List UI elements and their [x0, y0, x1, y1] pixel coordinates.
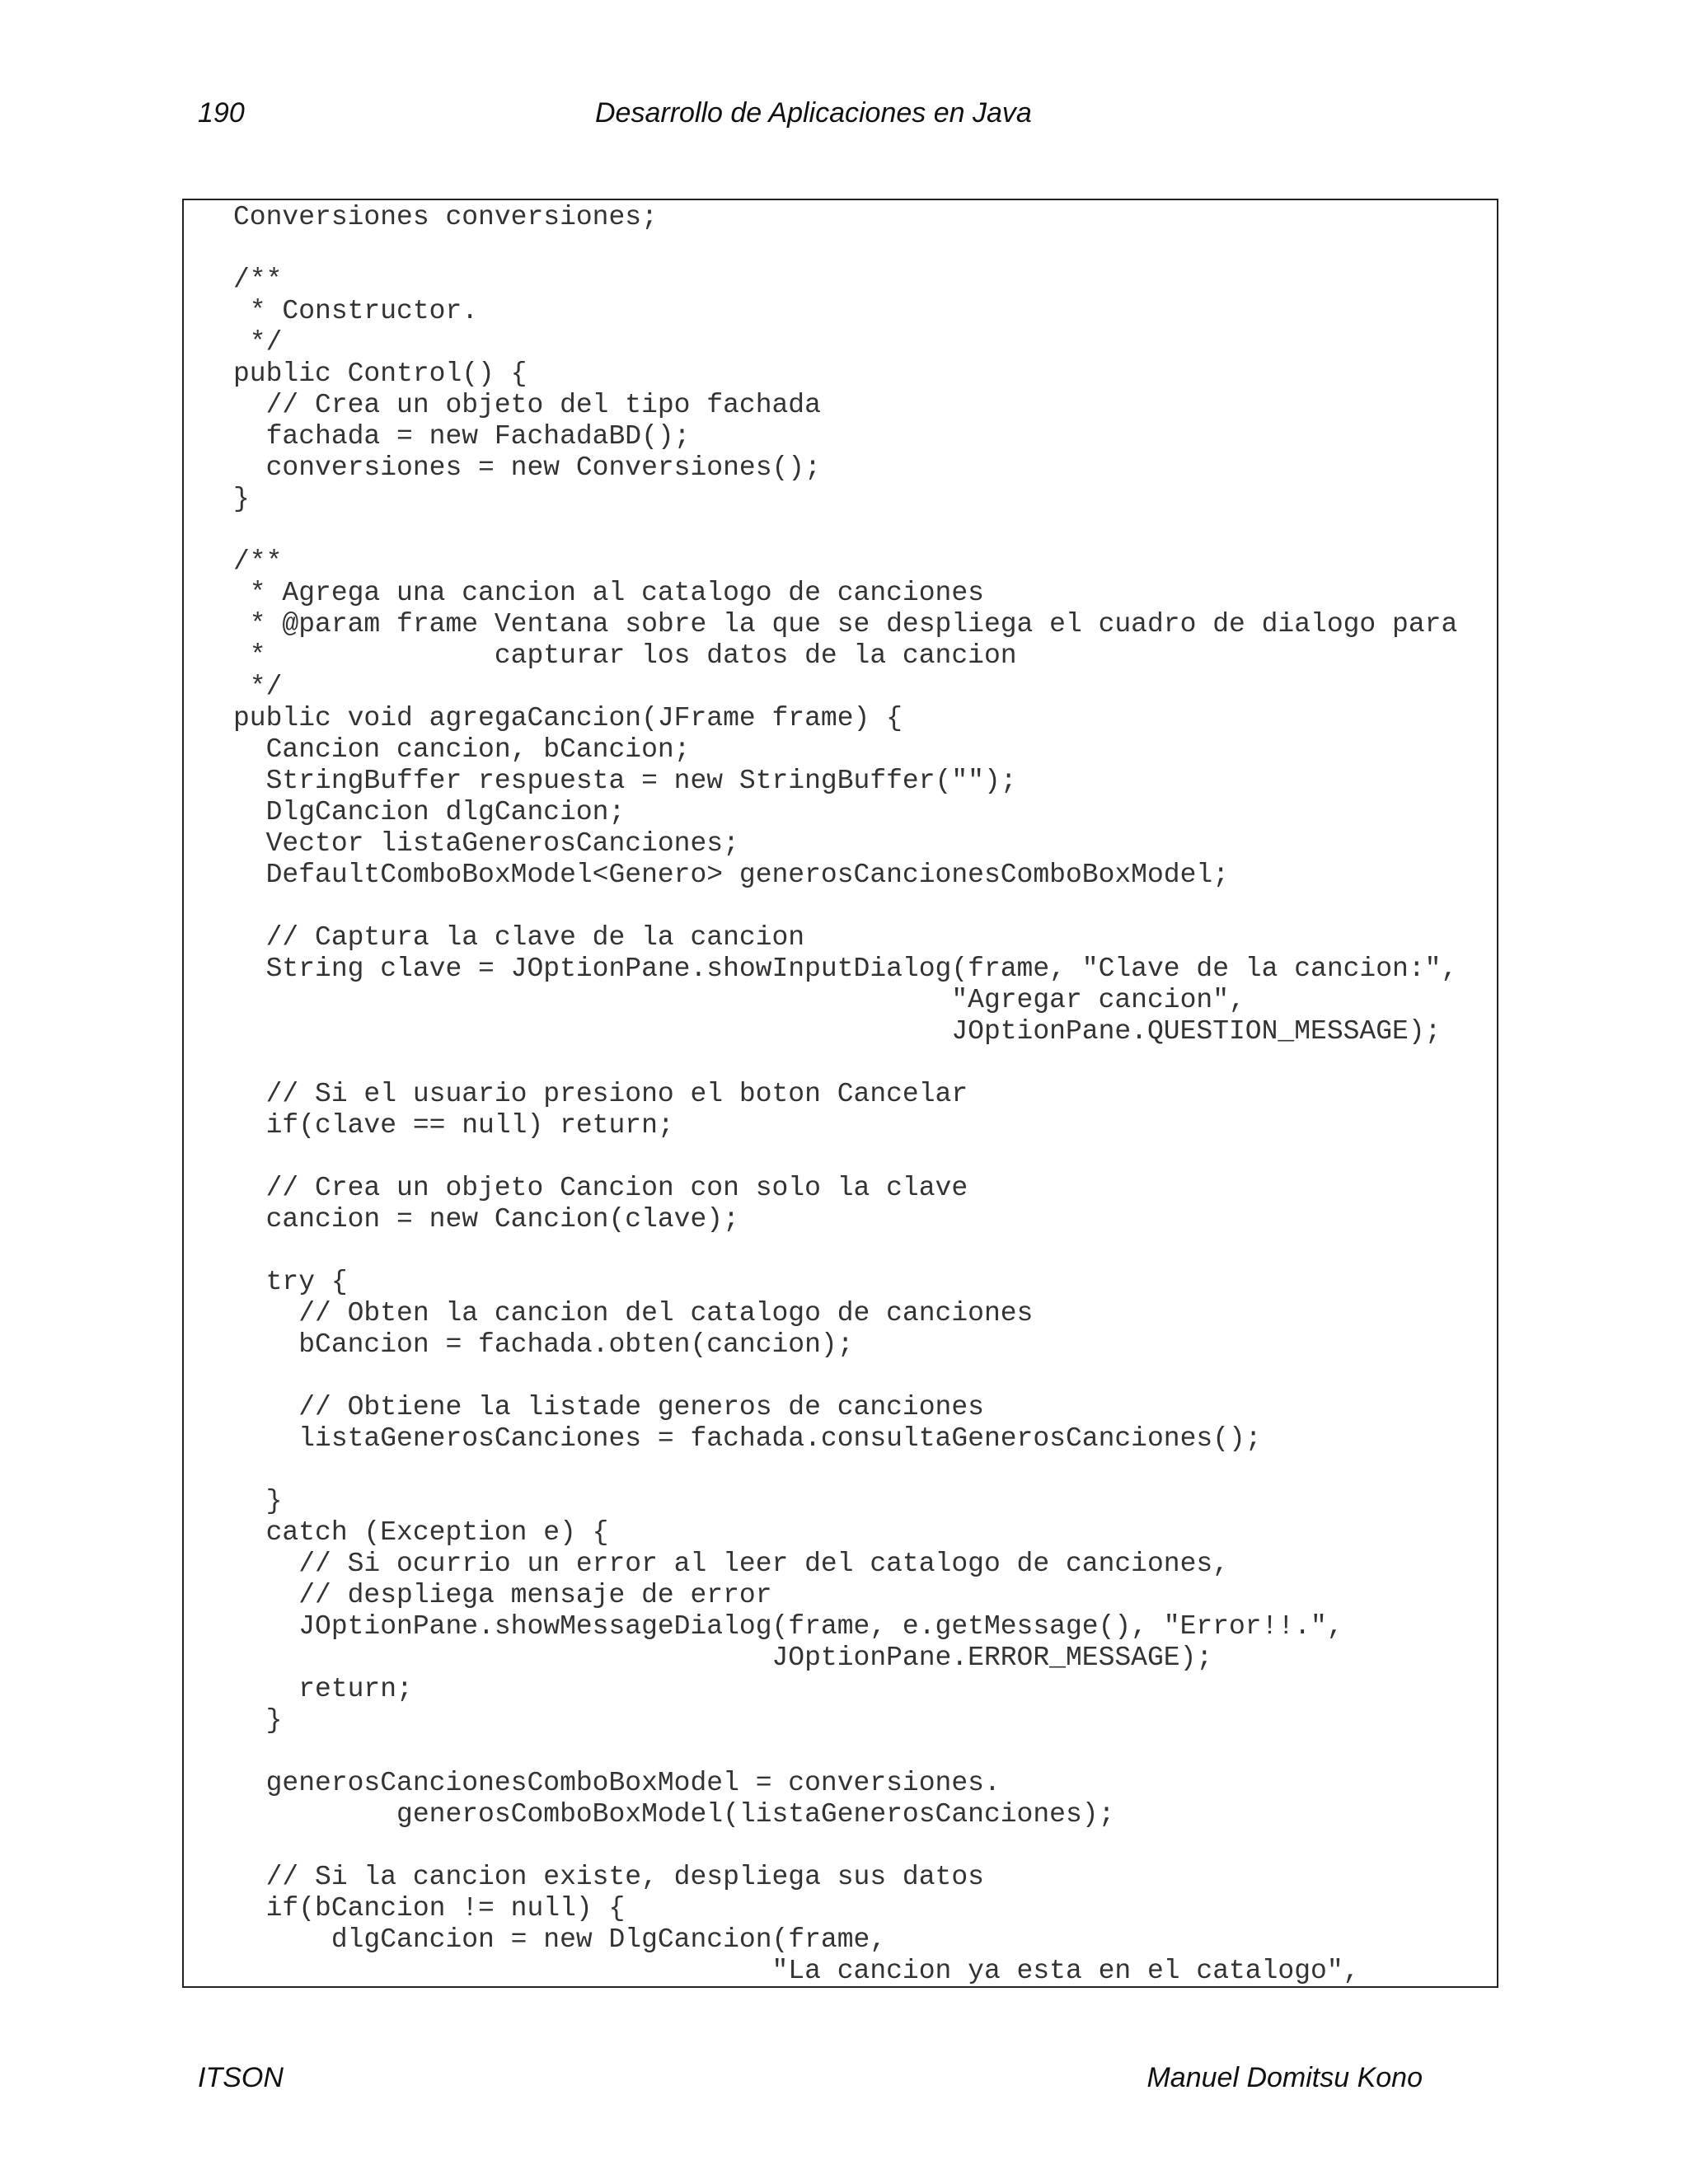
code-line: Vector listaGenerosCanciones;	[233, 828, 739, 859]
page-number: 190	[198, 97, 245, 129]
code-line: */	[233, 327, 283, 358]
code-line: JOptionPane.showMessageDialog(frame, e.getMessage(), "Error!!.",	[233, 1611, 1343, 1642]
code-line: public void agregaCancion(JFrame frame) {	[233, 703, 903, 733]
code-line: conversiones = new Conversiones();	[233, 452, 821, 483]
code-line: fachada = new FachadaBD();	[233, 421, 691, 452]
code-line: // Obtiene la listade generos de canciones	[233, 1392, 984, 1422]
code-line: // Si el usuario presiono el boton Cancelar	[233, 1079, 968, 1109]
footer-institution: ITSON	[198, 2062, 284, 2093]
code-line: String clave = JOptionPane.showInputDialog(frame, "Clave de la cancion:",	[233, 954, 1458, 984]
code-line: * @param frame Ventana sobre la que se despliega el cuadro de dialogo para	[233, 609, 1458, 640]
code-line: // Si la cancion existe, despliega sus datos	[233, 1862, 984, 1892]
code-line: cancion = new Cancion(clave);	[233, 1204, 739, 1235]
code-line: JOptionPane.QUESTION_MESSAGE);	[233, 1016, 1442, 1047]
code-line: DlgCancion dlgCancion;	[233, 797, 626, 827]
code-line: StringBuffer respuesta = new StringBuffer("");	[233, 766, 1017, 796]
code-line: public Control() {	[233, 359, 528, 389]
code-listing-box	[182, 199, 1498, 1988]
running-header-title: Desarrollo de Aplicaciones en Java	[595, 97, 1032, 129]
code-line: dlgCancion = new DlgCancion(frame,	[233, 1924, 887, 1955]
code-line: catch (Exception e) {	[233, 1517, 609, 1548]
code-line: bCancion = fachada.obten(cancion);	[233, 1329, 854, 1360]
code-line: return;	[233, 1674, 413, 1704]
code-line: generosComboBoxModel(listaGenerosCanciones);	[233, 1799, 1115, 1830]
code-line: // Crea un objeto Cancion con solo la clave	[233, 1173, 968, 1203]
code-line: if(bCancion != null) {	[233, 1893, 626, 1924]
code-line: "Agregar cancion",	[233, 985, 1245, 1015]
code-line: /**	[233, 265, 283, 295]
code-line: // Si ocurrio un error al leer del catalogo de canciones,	[233, 1549, 1229, 1579]
code-line: Conversiones conversiones;	[233, 202, 658, 232]
code-listing	[233, 202, 1457, 1987]
code-line: "La cancion ya esta en el catalogo",	[233, 1956, 1360, 1986]
code-line: /**	[233, 546, 283, 577]
code-line: // despliega mensaje de error	[233, 1580, 772, 1610]
code-line: }	[233, 1486, 283, 1516]
code-line: try {	[233, 1267, 348, 1297]
code-line: DefaultComboBoxModel<Genero> generosCancionesComboBoxModel;	[233, 860, 1229, 890]
code-line: * capturar los datos de la cancion	[233, 640, 1017, 671]
code-line: }	[233, 484, 250, 514]
code-line: listaGenerosCanciones = fachada.consultaGenerosCanciones();	[233, 1423, 1262, 1454]
code-line: // Obten la cancion del catalogo de canciones	[233, 1298, 1034, 1329]
code-line: */	[233, 672, 283, 702]
code-line: if(clave == null) return;	[233, 1110, 674, 1141]
code-line: JOptionPane.ERROR_MESSAGE);	[233, 1643, 1213, 1673]
code-line: }	[233, 1705, 283, 1736]
footer-author: Manuel Domitsu Kono	[1146, 2062, 1423, 2093]
code-line: // Captura la clave de la cancion	[233, 922, 805, 953]
code-line: Cancion cancion, bCancion;	[233, 734, 691, 765]
code-line: // Crea un objeto del tipo fachada	[233, 390, 821, 420]
code-line: generosCancionesComboBoxModel = conversiones.	[233, 1768, 1001, 1798]
code-line: * Constructor.	[233, 296, 479, 326]
code-line: * Agrega una cancion al catalogo de canciones	[233, 578, 984, 608]
